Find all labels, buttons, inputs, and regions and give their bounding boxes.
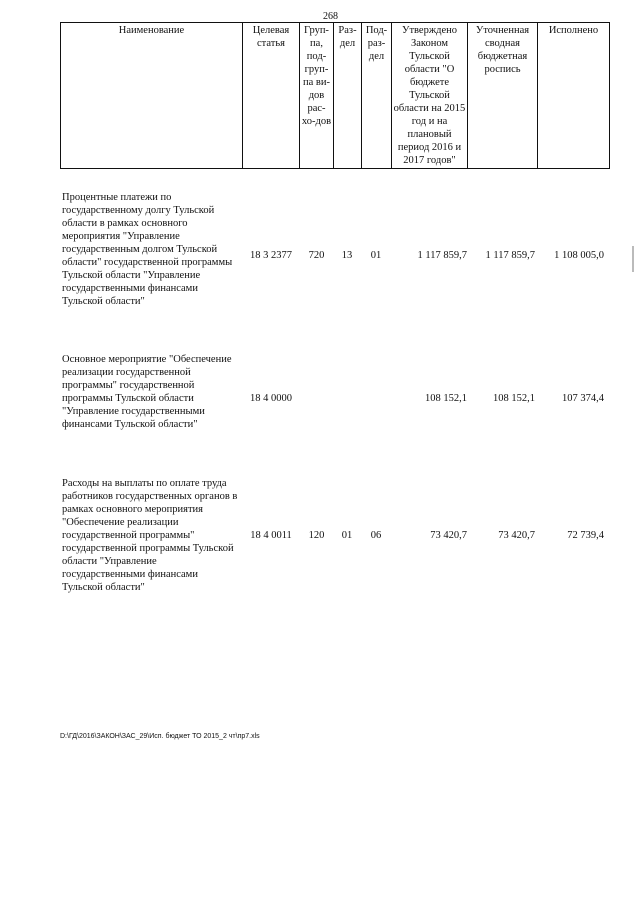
row-name: Расходы на выплаты по оплате труда работников государственных органов в рамках основного мероприятия "Обеспечение реализации государственной программы" государственной программы Тульской области "Управление государственными финансами Тульской области": [62, 478, 238, 593]
table-row: [60, 191, 609, 321]
row-section: 13: [341, 250, 353, 261]
file-path-footer: D:\ГД\2016\ЗАКОН\ЗАС_29\Исп. бюджет ТО 2015_2 чт\пр7.xls: [60, 733, 260, 740]
row-specified: 1 117 859,7: [485, 250, 535, 261]
page-number: 268: [323, 11, 338, 22]
col-header-name: Наименование: [61, 23, 243, 169]
row-subsection: 06: [370, 530, 382, 541]
col-header-approved: Утверждено Законом Тульской области "О бюджете Тульской области на 2015 год и на плановый период 2016 и 2017 годов": [392, 23, 468, 169]
row-group: 120: [308, 530, 325, 541]
row-section: 01: [341, 530, 353, 541]
row-name: Основное мероприятие "Обеспечение реализации государственной программы" государственной программы Тульской области "Управление государственными финансами Тульской области": [62, 354, 232, 430]
table-row: [60, 477, 609, 607]
row-group: 720: [308, 250, 325, 261]
row-approved: 73 420,7: [430, 530, 467, 541]
col-header-subsection: Под-раз-дел: [362, 23, 392, 169]
row-specified: 108 152,1: [493, 393, 535, 404]
col-header-target-item: Целевая статья: [243, 23, 300, 169]
row-code: 18 4 0000: [250, 393, 292, 404]
table-header: [60, 22, 610, 169]
scan-edge-mark: [632, 246, 634, 272]
row-name: Процентные платежи по государственному долгу Тульской области в рамках основного мероприятия "Управление государственным долгом Тульской области" государственной программы Тульской области "Управление государственными финансами Тульской области": [62, 192, 233, 307]
row-subsection: 01: [370, 250, 382, 261]
row-specified: 73 420,7: [498, 530, 535, 541]
row-code: 18 3 2377: [250, 250, 292, 261]
col-header-executed: Исполнено: [538, 23, 610, 169]
row-approved: 1 117 859,7: [417, 250, 467, 261]
table-row: [60, 353, 609, 448]
col-header-specified: Уточненная сводная бюджетная роспись: [468, 23, 538, 169]
row-executed: 72 739,4: [567, 530, 604, 541]
col-header-group: Груп-па, под-груп-па ви-дов рас-хо-дов: [300, 23, 334, 169]
row-code: 18 4 0011: [250, 530, 292, 541]
row-executed: 1 108 005,0: [554, 250, 604, 261]
row-approved: 108 152,1: [425, 393, 467, 404]
col-header-section: Раз-дел: [334, 23, 362, 169]
row-executed: 107 374,4: [562, 393, 604, 404]
